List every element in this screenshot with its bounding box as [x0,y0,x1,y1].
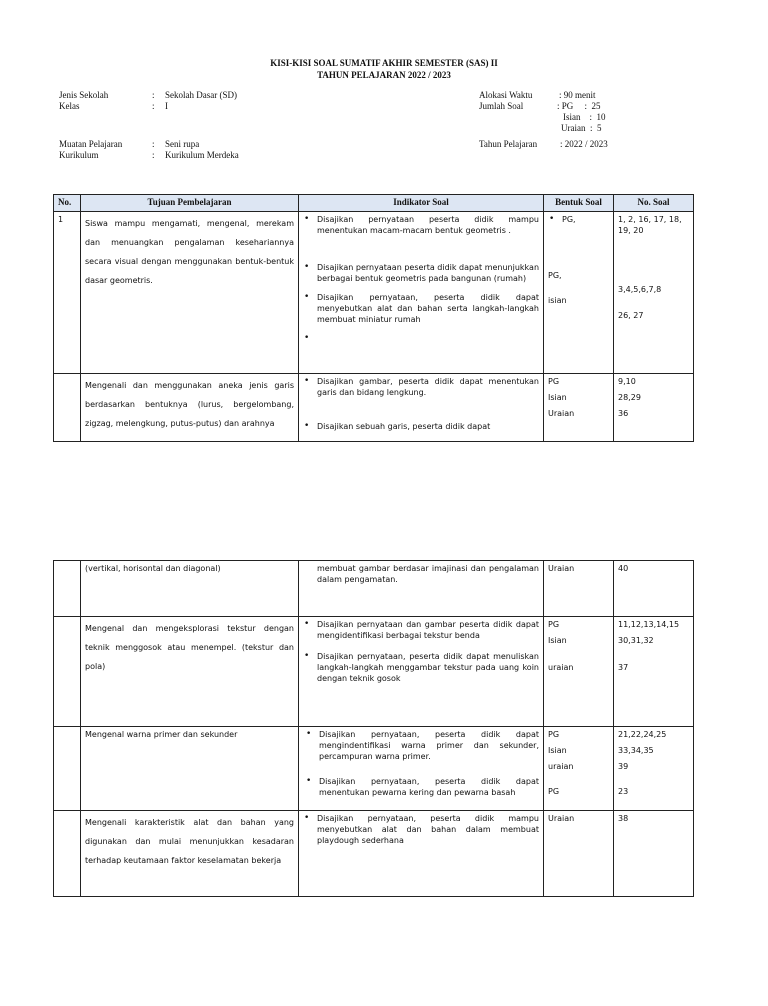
info-value-jumlah-pg: : PG : 25 [557,101,601,111]
list-item: • Disajikan sebuah garis, peserta didik dapat [303,421,539,432]
cell-tujuan: (vertikal, horisontal dan diagonal) [81,561,299,617]
cell-bentuk [544,212,614,374]
bentuk-value: Isian [548,636,567,645]
kisi-table-page2 [53,560,694,897]
table-row [54,374,694,442]
bentuk-value: Isian [548,746,567,755]
list-item: • Disajikan gambar, peserta didik dapat menentukan garis dan bidang lengkung. [303,376,539,398]
cell-bentuk: Uraian [544,811,614,897]
bentuk-value: PG [548,377,560,386]
header-bentuk: Bentuk Soal [544,195,614,212]
list-item: • Disajikan pernyataan, peserta didik dapat mengindentifikasi warna primer dan sekunder, percampuran warna primer. [305,729,539,762]
cell-no: 1 [54,212,81,374]
info-label-jenis-sekolah: Jenis Sekolah [59,90,109,100]
cell-no [54,617,81,727]
cell-no [54,811,81,897]
info-label-jumlah: Jumlah Soal [479,101,524,111]
info-value-kurikulum: Kurikulum Merdeka [165,150,239,160]
cell-tujuan: Mengenal warna primer dan sekunder [81,727,299,811]
header-no: No. [54,195,81,212]
header-nosoal: No. Soal [614,195,694,212]
bentuk-value: PG [548,620,560,629]
info-value-jenis-sekolah: Sekolah Dasar (SD) [165,90,237,100]
list-item [303,333,539,344]
list-item: • Disajikan pernyataan peserta didik dapat menunjukkan berbagai bentuk geometris pada bangunan (rumah) [303,262,539,284]
list-item: • Disajikan pernyataan, peserta didik dapat menentukan pewarna kering dan pewarna basah [305,776,539,798]
info-label-tahun: Tahun Pelajaran [479,139,538,149]
nosoal-value: 11,12,13,14,15 [618,620,680,629]
cell-indikator [299,374,544,442]
info-sep: : [152,90,155,100]
nosoal-value: 23 [618,787,629,796]
cell-indikator [299,212,544,374]
info-sep: : [152,101,155,111]
header-tujuan: Tujuan Pembelajaran [81,195,299,212]
info-value-jumlah-uraian: Uraian : 5 [561,123,602,133]
info-value-tahun: : 2022 / 2023 [560,139,608,149]
list-item: • Disajikan pernyataan dan gambar peserta didik dapat mengidentifikasi berbagai tekstur benda [303,619,539,641]
info-value-muatan: Seni rupa [165,139,200,149]
document-title: KISI-KISI SOAL SUMATIF AKHIR SEMESTER (SAS) II [270,58,498,68]
bentuk-value: isian [548,296,567,305]
cell-indikator [299,617,544,727]
bentuk-value: uraian [548,762,574,771]
kisi-table-page1 [53,194,694,442]
bentuk-value: PG [548,787,560,796]
nosoal-value: 9,10 [618,377,636,386]
info-value-alokasi: : 90 menit [559,90,596,100]
nosoal-value: 3,4,5,6,7,8 [618,285,662,294]
cell-bentuk [544,617,614,727]
cell-indikator: membuat gambar berdasar imajinasi dan pengalaman dalam pengamatan. [299,561,544,617]
cell-nosoal [614,617,694,727]
bentuk-value: Uraian [548,409,575,418]
cell-no [54,727,81,811]
table-row [54,811,694,897]
nosoal-value: 33,34,35 [618,746,654,755]
table-row [54,727,694,811]
nosoal-value: 30,31,32 [618,636,654,645]
bentuk-value: PG [548,730,560,739]
cell-tujuan: Mengenali dan menggunakan aneka jenis garis berdasarkan bentuknya (lurus, bergelombang, zigzag, melengkung, putus-putus) dan arahnya [81,374,299,442]
cell-nosoal: 38 [614,811,694,897]
nosoal-value: 21,22,24,25 [618,730,667,739]
nosoal-value: 37 [618,663,629,672]
list-item: • Disajikan pernyataan, peserta didik dapat menyebutkan alat dan bahan serta langkah-langkah membuat miniatur rumah [303,292,539,325]
info-sep: : [152,150,155,160]
cell-no [54,561,81,617]
list-item: • PG, [548,214,609,225]
cell-nosoal [614,374,694,442]
bentuk-value: PG, [548,271,562,280]
info-label-kurikulum: Kurikulum [59,150,99,160]
list-item: • Disajikan pernyataan, peserta didik mampu menyebutkan alat dan bahan dalam membuat playdough sederhana [303,813,539,846]
table-row [54,212,694,374]
list-item: • Disajikan pernyataan peserta didik mampu menentukan macam-macam bentuk geometris . [303,214,539,236]
info-sep: : [152,139,155,149]
bentuk-value: uraian [548,663,574,672]
table-row [54,617,694,727]
info-label-alokasi: Alokasi Waktu [479,90,533,100]
info-value-jumlah-isian: Isian : 10 [563,112,606,122]
cell-nosoal [614,212,694,374]
cell-nosoal: 40 [614,561,694,617]
header-indikator: Indikator Soal [299,195,544,212]
list-item: • Disajikan pernyataan, peserta didik dapat menuliskan langkah-langkah menggambar tekstur pada uang koin dengan teknik gosok [303,651,539,684]
cell-tujuan: Mengenali karakteristik alat dan bahan yang digunakan dan mulai menunjukkan kesadaran terhadap keutamaan faktor keselamatan bekerja [81,811,299,897]
info-label-muatan: Muatan Pelajaran [59,139,123,149]
nosoal-value: 1, 2, 16, 17, 18, 19, 20 [618,215,682,235]
document-subtitle: TAHUN PELAJARAN 2022 / 2023 [317,70,451,80]
bentuk-value: Isian [548,393,567,402]
cell-indikator [299,727,544,811]
cell-no [54,374,81,442]
nosoal-value: 28,29 [618,393,641,402]
cell-tujuan: Mengenal dan mengeksplorasi tekstur dengan teknik menggosok atau menempel. (tekstur dan pola) [81,617,299,727]
cell-tujuan: Siswa mampu mengamati, mengenal, merekam dan menuangkan pengalaman kesehariannya secara visual dengan menggunakan bentuk-bentuk dasar geometris. [81,212,299,374]
info-value-kelas: I [165,101,168,111]
cell-nosoal [614,727,694,811]
info-label-kelas: Kelas [59,101,80,111]
table-header-row [54,195,694,212]
cell-bentuk [544,374,614,442]
cell-bentuk: Uraian [544,561,614,617]
cell-bentuk [544,727,614,811]
nosoal-value: 36 [618,409,629,418]
nosoal-value: 26, 27 [618,311,644,320]
nosoal-value: 39 [618,762,629,771]
cell-indikator [299,811,544,897]
table-row [54,561,694,617]
